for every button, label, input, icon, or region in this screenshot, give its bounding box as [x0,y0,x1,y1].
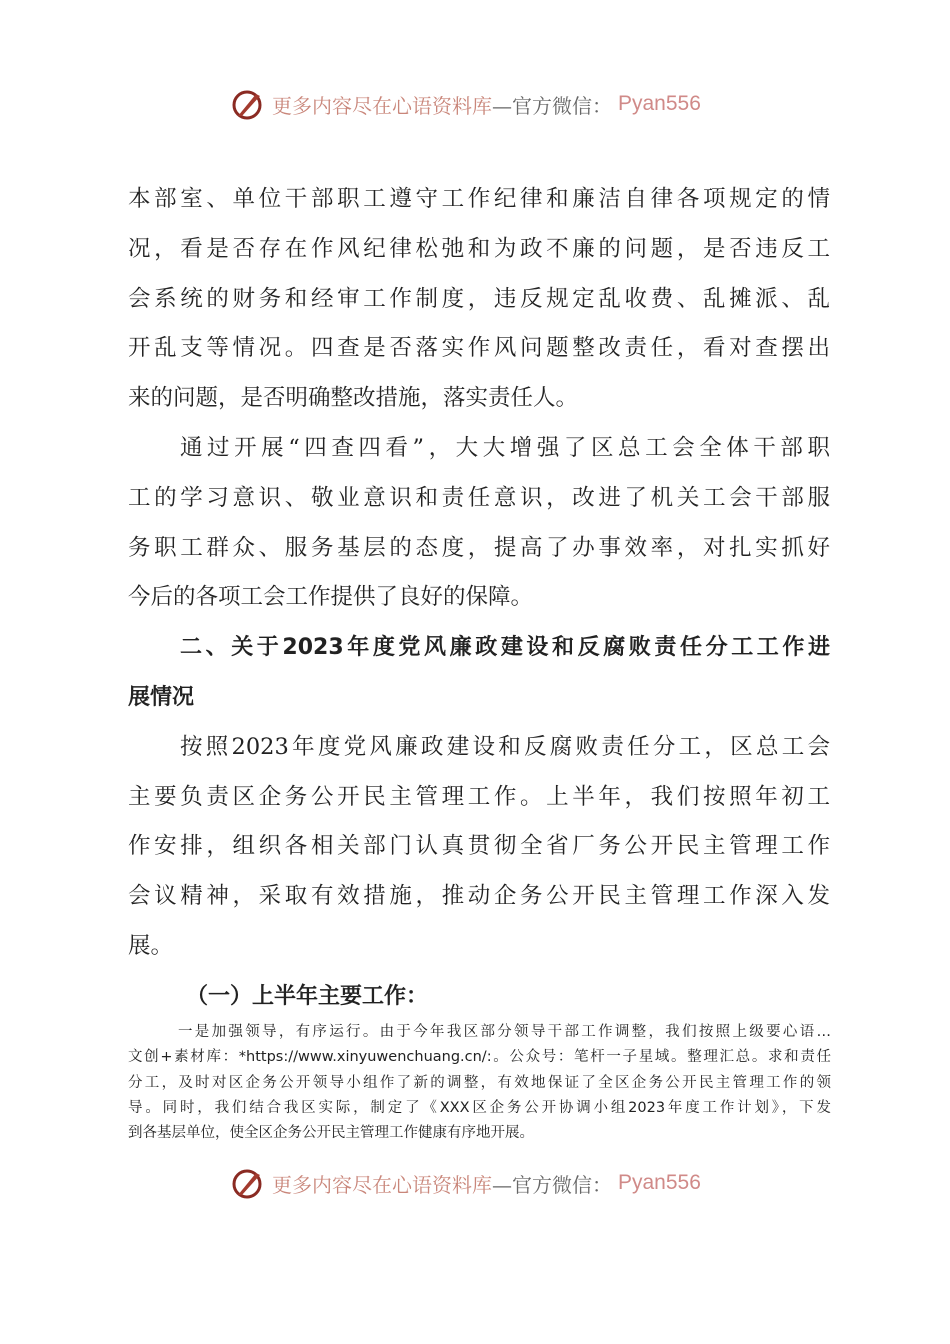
text-line: 主要负责区企务公开民主管理工作。上半年，我们按照年初工 [128,783,830,810]
watermark-text: 更多内容尽在心语资料库 [272,1172,492,1197]
small-paragraph [128,1020,831,1146]
watermark-text: 更多内容尽在心语资料库 [272,93,492,118]
text-line: 工的学习意识、敬业意识和责任意识，改进了机关工会干部服 [128,484,830,511]
text-line: 展。 [128,932,174,959]
text-line: 今后的各项工会工作提供了良好的保障。 [128,584,534,611]
text-line: 开乱支等情况。四查是否落实作风问题整改责任，看对查摆出 [128,335,830,362]
text-line: 到各基层单位，使全区企务公开民主管理工作健康有序地开展。 [128,1125,534,1142]
text-line: 导。同时，我们结合我区实际，制定了《XXX区企务公开协调小组2023年度工作计划》，下发 [128,1099,831,1116]
text-line: 分工，及时对区企务公开领导小组作了新的调整，有效地保证了全区企务公开民主管理工作的领 [128,1074,831,1091]
watermark-wechat-id: Pyan556 [618,92,701,115]
quill-logo-icon [230,1165,266,1201]
text-line: 务职工群众、服务基层的态度，提高了办事效率，对扎实抓好 [128,534,830,561]
text-line: 通过开展“四查四看”，大大增强了区总工会全体干部职 [180,434,830,461]
watermark-wechat-label: —官方微信： [492,93,612,118]
text-line: 会系统的财务和经审工作制度，违反规定乱收费、乱摊派、乱 [128,285,830,312]
watermark-wechat-label: —官方微信： [492,1172,612,1197]
text-line: 来的问题，是否明确整改措施，落实责任人。 [128,385,579,412]
document-body [128,175,830,1022]
text-line: 一是加强领导，有序运行。由于今年我区部分领导干部工作调整，我们按照上级要心语… [178,1024,831,1040]
watermark-footer [230,1163,701,1203]
watermark-header [230,84,701,124]
text-line: 展情况 [128,684,195,710]
text-line: 作安排，组织各相关部门认真贯彻全省厂务公开民主管理工作 [128,833,830,860]
text-line: 按照2023年度党风廉政建设和反腐败责任分工，区总工会 [180,733,830,760]
watermark-wechat-id: Pyan556 [618,1171,701,1194]
text-line: 文创+素材库：*https://www.xinyuwenchuang.cn/:。公众号：笔杆一子星域。整理汇总。求和责任 [128,1049,831,1066]
text-line: 会议精神，采取有效措施，推动企务公开民主管理工作深入发 [128,883,830,910]
text-line: 况，看是否存在作风纪律松弛和为政不廉的问题，是否违反工 [128,235,830,262]
quill-logo-icon [230,86,266,122]
text-line: 二、关于2023年度党风廉政建设和反腐败责任分工工作进 [180,635,830,661]
text-line: （一）上半年主要工作： [186,983,429,1009]
text-line: 本部室、单位干部职工遵守工作纪律和廉洁自律各项规定的情 [128,186,830,212]
